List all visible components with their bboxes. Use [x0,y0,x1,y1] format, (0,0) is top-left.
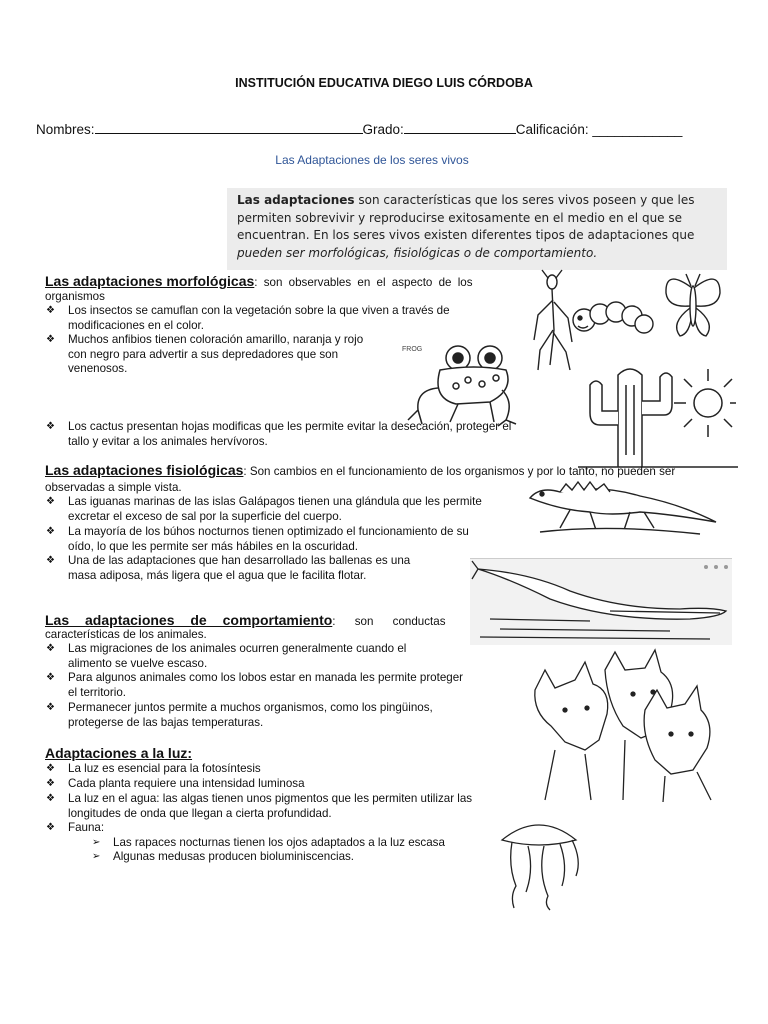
diamond-bullet-icon: ❖ [46,496,55,507]
sub-list-item: Las rapaces nocturnas tienen los ojos adaptados a la luz escasa [113,836,445,849]
arrowhead-bullet-icon: ➢ [92,837,101,848]
list-item: Los insectos se camuflan con la vegetación sobre la que viven a través de modificaciones en el color. [68,304,450,332]
morfologicas-title: Las adaptaciones morfológicas [45,273,255,289]
arrowhead-bullet-icon: ➢ [92,851,101,862]
luz-title: Adaptaciones a la luz: [45,745,193,761]
intro-line-4: pueden ser morfológicas, fisiológicas o de comportamiento. [237,245,598,260]
comportamiento-desc-cont: características de los animales. [45,628,207,641]
morfologicas-heading [45,273,515,291]
comportamiento-title: Las adaptaciones de comportamiento [45,612,333,628]
diamond-bullet-icon: ❖ [46,822,55,833]
morfologicas-desc-cont: organismos [45,290,105,303]
jellyfish-illustration [492,816,587,911]
wolves-illustration [515,650,730,805]
nombres-field[interactable] [95,121,363,134]
institution-title: INSTITUCIÓN EDUCATIVA DIEGO LUIS CÓRDOBA [235,76,533,90]
list-item: Los cactus presentan hojas modificas que les permite evitar la desecación, proteger el tallo y evitar a los animales hervívoros. [68,420,512,448]
diamond-bullet-icon: ❖ [46,334,55,345]
diamond-bullet-icon: ❖ [46,672,55,683]
intro-line-1: son características que los seres vivos poseen y que les [354,193,695,207]
fisiologicas-title: Las adaptaciones fisiológicas [45,462,244,478]
calificacion-label: Calificación: ____________ [515,122,683,137]
list-item: Las migraciones de los animales ocurren generalmente cuando el alimento se vuelve escaso. [68,642,407,670]
student-info-line [36,121,682,137]
list-item: La mayoría de los búhos nocturnos tienen optimizado el funcionamiento de su oído, lo que les permite ser más hábiles en la oscuridad. [68,525,469,553]
butterfly-illustration [660,268,725,343]
diamond-bullet-icon: ❖ [46,305,55,316]
list-item: Cada planta requiere una intensidad luminosa [68,777,305,790]
diamond-bullet-icon: ❖ [46,763,55,774]
list-item: La luz en el agua: las algas tienen unos pigmentos que les permiten utilizar las longitudes de onda que llegan a cierta profundidad. [68,792,473,820]
comportamiento-desc: : son conductas [332,615,446,628]
frog-label: FROG [402,346,423,353]
cactus-illustration [578,355,738,470]
diamond-bullet-icon: ❖ [46,526,55,537]
diamond-bullet-icon: ❖ [46,555,55,566]
intro-line-2: permiten sobrevivir y reproducirse exitosamente en el medio en el que se [237,210,683,225]
diamond-bullet-icon: ❖ [46,702,55,713]
morfologicas-desc: : son observables en el aspecto de los [254,276,473,289]
list-item: La luz es esencial para la fotosíntesis [68,762,261,775]
whale-illustration [470,558,732,645]
diamond-bullet-icon: ❖ [46,778,55,789]
frog-illustration [398,340,518,428]
list-item: Una de las adaptaciones que han desarrollado las ballenas es una masa adiposa, más ligera que el agua que le facilita flotar. [68,554,411,582]
list-item: Para algunos animales como los lobos estar en manada les permite proteger el territorio. [68,671,464,699]
grado-label: Grado: [362,122,404,137]
caterpillar-illustration [570,290,655,350]
nombres-label: Nombres: [36,122,95,137]
sub-list-item: Algunas medusas producen bioluminiscencias. [113,850,355,863]
list-item: Permanecer juntos permite a muchos organismos, como los pingüinos, protegerse de las bajas temperaturas. [68,701,433,729]
diamond-bullet-icon: ❖ [46,421,55,432]
list-item: Las iguanas marinas de las islas Galápagos tienen una glándula que les permite excretar el exceso de sal por la superficie del cuerpo. [68,495,482,523]
worksheet-subtitle: Las Adaptaciones de los seres vivos [275,153,469,167]
diamond-bullet-icon: ❖ [46,793,55,804]
fisiologicas-heading [45,462,675,480]
list-item: Fauna: [68,821,105,834]
fisiologicas-desc-cont: observadas a simple vista. [45,481,182,494]
fisiologicas-desc: : Son cambios en el funcionamiento de los organismos y por lo tanto, no pueden ser [243,465,676,478]
intro-text-box [227,188,727,270]
intro-line-3: encuentran. En los seres vivos existen diferentes tipos de adaptaciones que [237,228,695,242]
list-item: Muchos anfibios tienen coloración amarillo, naranja y rojo con negro para advertir a sus depredadores que son venenosos. [68,333,364,376]
grado-field[interactable] [404,121,516,134]
intro-bold: Las adaptaciones [237,193,355,207]
diamond-bullet-icon: ❖ [46,643,55,654]
iguana-illustration [520,478,720,538]
luz-heading [45,745,192,763]
